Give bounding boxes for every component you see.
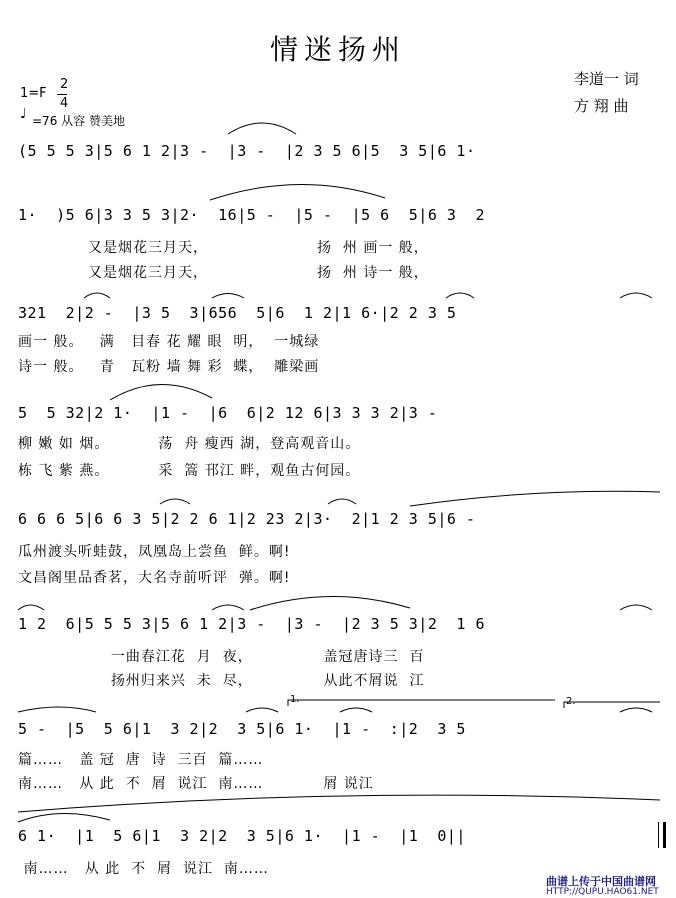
song-title: 情迷扬州 [269, 33, 406, 66]
notation-line: 321 2|2 - |3 5 3|656 5|6 1 2|1 6·|2 2 3 5 [18, 304, 457, 322]
slur-mark [410, 491, 660, 506]
footer-site: 曲谱上传于中国曲谱网 [546, 875, 656, 888]
slur-mark [84, 293, 110, 298]
lyricist-credit: 李道一 词 [574, 70, 639, 88]
lyric-line: 画一 般。 满 目春 花 耀 眼 明， 一城绿 [18, 334, 320, 350]
lyric-line: 栋 飞 紫 燕。 采 篙 邗江 畔，观鱼古何园。 [18, 463, 361, 479]
slur-mark [212, 605, 244, 610]
slur-mark [160, 499, 190, 504]
slur-mark [328, 499, 356, 504]
slur-mark [446, 293, 474, 298]
slur-mark [620, 708, 652, 712]
volta-bracket [564, 702, 660, 708]
slur-mark [212, 294, 244, 299]
notation-line: 5 5 32|2 1· |1 - |6 6|2 12 6|3 3 3 2|3 - [18, 404, 438, 422]
notation-line: 1· )5 6|3 3 5 3|2· 16|5 - |5 - |5 6 5|6 3 2 [18, 206, 486, 224]
tempo-marking: =76 从容 赞美地 [32, 114, 125, 128]
slur-mark [620, 605, 652, 610]
lyric-line: 柳 嫩 如 烟。 荡 舟 瘦西 湖，登高观音山。 [18, 436, 361, 452]
lyric-line: 又是烟花三月天， 扬 州 诗一 般， [88, 265, 429, 281]
lyric-line: 南…… 从 此 不 屑 说江 南…… [18, 861, 269, 877]
final-barline [663, 822, 666, 848]
slur-mark [18, 605, 44, 610]
slur-mark [18, 795, 660, 812]
volta-1-label: 1. [290, 694, 300, 705]
notation-line: 6 1· |1 5 6|1 3 2|2 3 5|6 1· |1 - |1 0|| [18, 827, 466, 845]
note-icon: ♩ [20, 106, 27, 122]
slur-mark [110, 384, 212, 400]
lyric-line: 一曲春江花 月 夜， 盖冠唐诗三 百 [100, 649, 425, 665]
notation-line: 6 6 6 5|6 6 3 5|2 2 6 1|2 23 2|3· 2|1 2 3 5|6 - [18, 510, 476, 528]
notation-line: 1 2 6|5 5 5 3|5 6 1 2|3 - |3 - |2 3 5 3|2 1 6 [18, 615, 486, 633]
slur-mark [18, 813, 110, 822]
lyric-line: 扬州归来兴 未 尽， 从此不屑说 江 [100, 673, 425, 689]
meter-bottom: 4 [60, 96, 69, 111]
slur-mark [228, 123, 296, 134]
lyric-line: 瓜州渡头听蛙鼓，凤凰岛上尝鱼 鲜。啊! [18, 544, 291, 560]
lyric-line: 篇…… 盖 冠 唐 诗 三百 篇…… [18, 752, 264, 768]
slur-mark [246, 708, 278, 712]
composer-credit: 方 翔 曲 [574, 97, 629, 115]
slur-mark [18, 707, 96, 712]
volta-bracket [288, 700, 555, 706]
slur-mark [210, 184, 385, 200]
key-signature: 1=F [20, 86, 47, 101]
slur-mark [250, 596, 410, 610]
lyric-line: 又是烟花三月天， 扬 州 画一 般， [88, 240, 429, 256]
slur-mark [620, 293, 652, 298]
notation-line: (5 5 5 3|5 6 1 2|3 - |3 - |2 3 5 6|5 3 5|6 1· [18, 142, 476, 160]
volta-2-label: 2. [566, 696, 576, 707]
slur-mark [340, 708, 372, 712]
notation-line: 5 - |5 5 6|1 3 2|2 3 5|6 1· |1 - :|2 3 5 [18, 720, 466, 738]
footer-url: HTTP://QUPU.HAO61.NET [546, 887, 659, 897]
lyric-line: 文昌阁里品香茗，大名寺前听评 弹。啊! [18, 570, 291, 586]
lyric-line: 南…… 从 此 不 屑 说江 南…… 屑 说江 [18, 776, 374, 792]
meter-top: 2 [60, 77, 69, 92]
lyric-line: 诗一 般。 青 瓦粉 墙 舞 彩 蝶， 雕梁画 [18, 359, 320, 375]
